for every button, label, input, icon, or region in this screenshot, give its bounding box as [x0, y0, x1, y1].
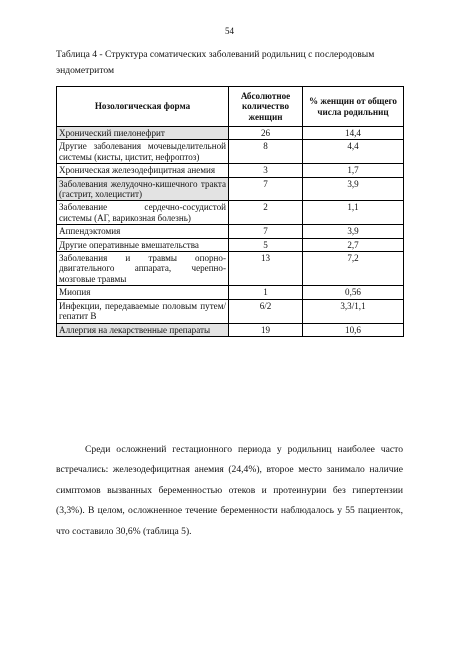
header-percent: % женщин от общего числа родильниц	[303, 87, 404, 127]
table-row	[57, 286, 404, 299]
body-paragraph	[56, 440, 403, 542]
table-row	[57, 323, 404, 336]
row-name: Хроническая железодефицитная анемия	[57, 164, 229, 177]
table-row	[57, 177, 404, 201]
row-percent: 14,4	[303, 127, 404, 140]
table-row	[57, 238, 404, 251]
header-nosological-form: Нозологическая форма	[57, 87, 229, 127]
row-count: 1	[229, 286, 303, 299]
row-name: Миопия	[57, 286, 229, 299]
table-row	[57, 201, 404, 225]
row-name: Хронический пиелонефрит	[57, 127, 229, 140]
table-header-row	[57, 87, 404, 127]
row-name: Заболевания желудочно-кишечного тракта (гастрит, холецистит)	[57, 177, 229, 201]
row-name: Другие оперативные вмешательства	[57, 238, 229, 251]
row-percent: 7,2	[303, 252, 404, 286]
row-percent: 1,7	[303, 164, 404, 177]
row-name: Заболевание сердечно-сосудистой системы (АГ, варикозная болезнь)	[57, 201, 229, 225]
row-percent: 1,1	[303, 201, 404, 225]
row-count: 2	[229, 201, 303, 225]
page-number: 54	[225, 26, 234, 36]
row-count: 7	[229, 225, 303, 238]
row-count: 3	[229, 164, 303, 177]
table-row	[57, 299, 404, 323]
row-name: Аппендэктомия	[57, 225, 229, 238]
row-count: 8	[229, 140, 303, 164]
row-name: Аллергия на лекарственные препараты	[57, 323, 229, 336]
row-count: 6/2	[229, 299, 303, 323]
row-percent: 3,3/1,1	[303, 299, 404, 323]
table-caption: Таблица 4 - Структура соматических заболеваний родильниц с послеродовым эндометритом	[56, 49, 375, 76]
row-name: Инфекции, передаваемые половым путем/гепатит В	[57, 299, 229, 323]
row-count: 7	[229, 177, 303, 201]
somatic-diseases-table	[56, 86, 404, 337]
row-count: 13	[229, 252, 303, 286]
row-name: Заболевания и травмы опорно-двигательного аппарата, черепно-мозговые травмы	[57, 252, 229, 286]
row-percent: 0,56	[303, 286, 404, 299]
paragraph-text: Среди осложнений гестационного периода у родильниц наиболее часто встречались: железодефицитная анемия (24,4%), второе место занимало наличие симптомов вызванных беременностью отеков и протеинурии без гипертензии (3,3%). В целом, осложненное течение беременности наблюдалось у 55 пациенток, что составило 30,6% (таблица 5).	[56, 444, 403, 537]
table-row	[57, 252, 404, 286]
header-absolute-count: Абсолютное количество женщин	[229, 87, 303, 127]
row-count: 19	[229, 323, 303, 336]
row-percent: 3,9	[303, 225, 404, 238]
table-row	[57, 127, 404, 140]
row-percent: 10,6	[303, 323, 404, 336]
row-percent: 4,4	[303, 140, 404, 164]
row-percent: 3,9	[303, 177, 404, 201]
row-percent: 2,7	[303, 238, 404, 251]
row-count: 26	[229, 127, 303, 140]
table-row	[57, 164, 404, 177]
row-name: Другие заболевания мочевыделительной системы (кисты, цистит, нефроптоз)	[57, 140, 229, 164]
table-row	[57, 140, 404, 164]
table-row	[57, 225, 404, 238]
row-count: 5	[229, 238, 303, 251]
